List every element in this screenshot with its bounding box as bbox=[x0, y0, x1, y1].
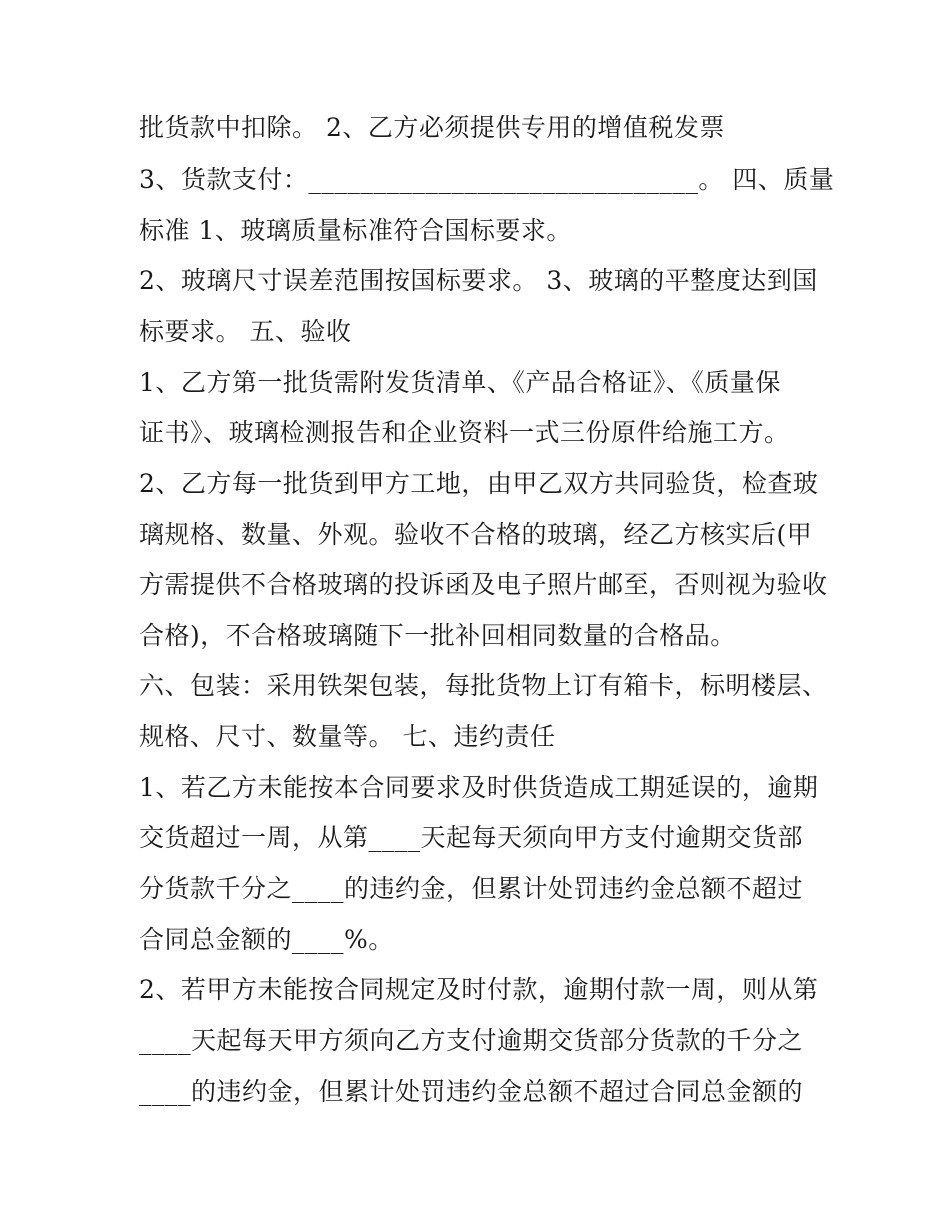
text-line: 3、货款支付：______________________________。 四、质量 bbox=[139, 165, 835, 194]
text-line: 合同总金额的____%。 bbox=[139, 925, 394, 954]
text-line: 六、包装：采用铁架包装，每批货物上订有箱卡，标明楼层、 bbox=[139, 671, 828, 700]
text-line: 规格、尺寸、数量等。 七、违约责任 bbox=[139, 722, 556, 751]
text-line: 2、玻璃尺寸误差范围按国标要求。 3、玻璃的平整度达到国 bbox=[139, 266, 818, 295]
text-line: ____天起每天甲方须向乙方支付逾期交货部分货款的千分之 bbox=[139, 1026, 804, 1055]
text-line: 批货款中扣除。 2、乙方必须提供专用的增值税发票 bbox=[139, 113, 725, 142]
text-line: 璃规格、数量、外观。验收不合格的玻璃，经乙方核实后(甲 bbox=[139, 520, 813, 549]
text-line: ____的违约金，但累计处罚违约金总额不超过合同总金额的 bbox=[139, 1077, 804, 1106]
text-line: 2、若甲方未能按合同规定及时付款，逾期付款一周，则从第 bbox=[139, 975, 819, 1004]
text-line: 方需提供不合格玻璃的投诉函及电子照片邮至，否则视为验收 bbox=[139, 570, 828, 599]
text-line: 分货款千分之____的违约金，但累计处罚违约金总额不超过 bbox=[139, 874, 804, 903]
text-line: 合格)，不合格玻璃随下一批补回相同数量的合格品。 bbox=[139, 621, 736, 650]
text-line: 1、乙方第一批货需附发货清单、《产品合格证》、《质量保 bbox=[139, 368, 781, 397]
text-line: 标准 1、玻璃质量标准符合国标要求。 bbox=[139, 216, 572, 245]
text-line: 证书》、玻璃检测报告和企业资料一式三份原件给施工方。 bbox=[139, 418, 790, 447]
text-line: 1、若乙方未能按本合同要求及时供货造成工期延误的，逾期 bbox=[139, 773, 819, 802]
text-line: 标要求。 五、验收 bbox=[139, 317, 352, 346]
text-line: 交货超过一周，从第____天起每天须向甲方支付逾期交货部 bbox=[139, 823, 804, 852]
text-line: 2、乙方每一批货到甲方工地，由甲乙双方共同验货，检查玻 bbox=[139, 469, 819, 498]
